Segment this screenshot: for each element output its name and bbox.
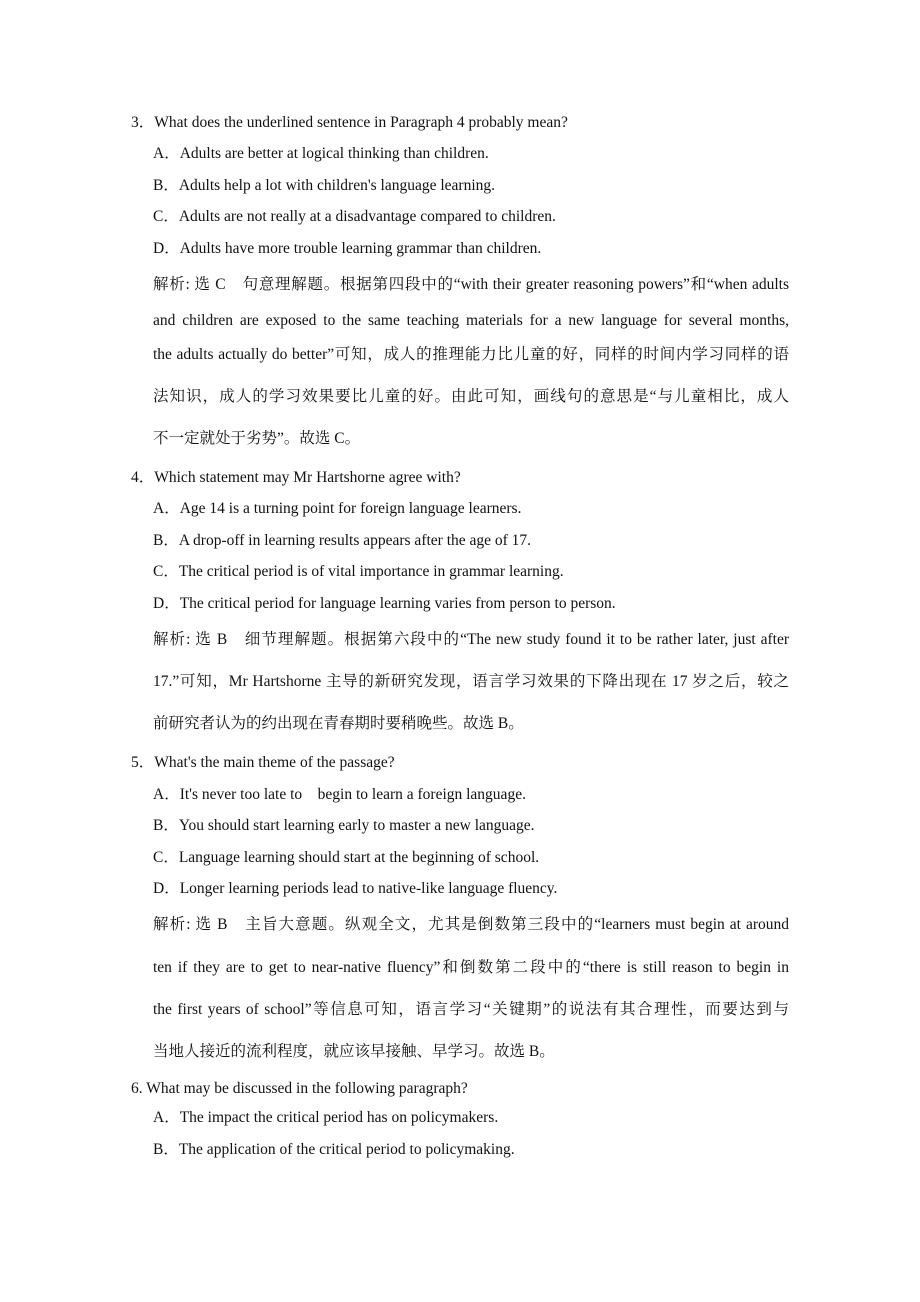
question-5-option-c: C．Language learning should start at the beginning of school. (153, 849, 540, 866)
question-3-option-c: C．Adults are not really at a disadvantage compared to children. (153, 208, 556, 225)
question-4-option-d: D．The critical period for language learning varies from person to person. (153, 595, 616, 612)
analysis-line: 解析: 选 B 细节理解题。根据第六段中的“The new study found it to be rather later, just after (153, 631, 789, 648)
analysis-line: 法知识，成人的学习效果要比儿童的好。由此可知，画线句的意思是“与儿童相比，成人 (153, 388, 789, 405)
analysis-line: 解析: 选 B 主旨大意题。纵观全文，尤其是倒数第三段中的“learners must begin at around (153, 916, 789, 933)
question-4-option-b: B．A drop-off in learning results appears after the age of 17. (153, 532, 532, 549)
analysis-line: ten if they are to get to near-native fluency”和倒数第二段中的“there is still reason to begin in (153, 959, 789, 976)
question-4-option-a: A．Age 14 is a turning point for foreign language learners. (153, 500, 522, 517)
analysis-line: the adults actually do better”可知，成人的推理能力比儿童的好，同样的时间内学习同样的语 (153, 346, 789, 363)
question-3-option-b: B．Adults help a lot with children's language learning. (153, 177, 495, 194)
question-6-option-b: B．The application of the critical period to policymaking. (153, 1141, 515, 1158)
analysis-line: 17.”可知，Mr Hartshorne 主导的新研究发现，语言学习效果的下降出现在 17 岁之后，较之 (153, 673, 789, 690)
question-5-option-b: B．You should start learning early to master a new language. (153, 817, 535, 834)
question-3-option-d: D．Adults have more trouble learning grammar than children. (153, 240, 542, 257)
question-6-stem: 6. What may be discussed in the following paragraph? (131, 1080, 468, 1097)
question-4-stem: 4．Which statement may Mr Hartshorne agree with? (131, 469, 461, 486)
analysis-line: 解析: 选 C 句意理解题。根据第四段中的“with their greater reasoning powers”和“when adults (153, 276, 789, 293)
question-3-option-a: A．Adults are better at logical thinking than children. (153, 145, 489, 162)
analysis-line: 前研究者认为的约出现在青春期时要稍晚些。故选 B。 (153, 715, 524, 732)
analysis-line: 不一定就处于劣势”。故选 C。 (153, 430, 361, 447)
question-5-option-a: A．It's never too late to begin to learn a foreign language. (153, 786, 526, 803)
question-3-stem: 3．What does the underlined sentence in Paragraph 4 probably mean? (131, 114, 568, 131)
question-5-option-d: D．Longer learning periods lead to native-like language fluency. (153, 880, 558, 897)
analysis-line: 当地人接近的流利程度，就应该早接触、早学习。故选 B。 (153, 1043, 555, 1060)
analysis-line: and children are exposed to the same teaching materials for a new language for several months, (153, 312, 789, 329)
question-5-stem: 5．What's the main theme of the passage? (131, 754, 395, 771)
analysis-line: the first years of school”等信息可知，语言学习“关键期”的说法有其合理性，而要达到与 (153, 1001, 789, 1018)
question-6-option-a: A．The impact the critical period has on policymakers. (153, 1109, 499, 1126)
question-4-option-c: C．The critical period is of vital importance in grammar learning. (153, 563, 564, 580)
